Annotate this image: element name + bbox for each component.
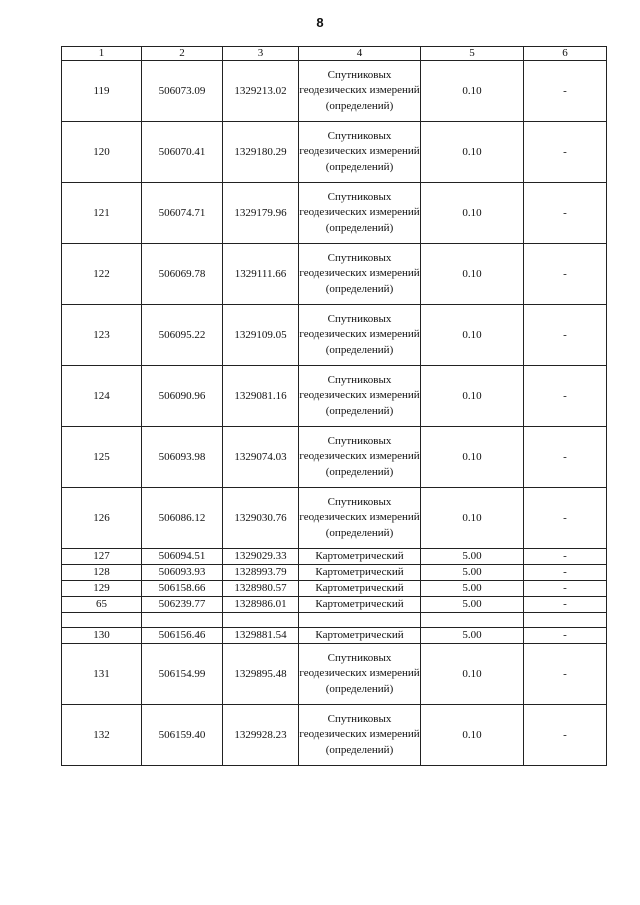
point-number-cell: 124 (62, 366, 142, 427)
note-cell: - (524, 705, 607, 766)
coordinates-table (61, 46, 607, 766)
precision-cell: 5.00 (421, 628, 524, 644)
table-row (62, 565, 607, 581)
point-number-cell: 127 (62, 549, 142, 565)
precision-cell (421, 613, 524, 628)
point-number-cell: 128 (62, 565, 142, 581)
method-cell: Спутниковых геодезических измерений (определений) (299, 305, 421, 366)
precision-cell: 0.10 (421, 61, 524, 122)
note-cell: - (524, 244, 607, 305)
precision-cell: 5.00 (421, 549, 524, 565)
point-number-cell: 122 (62, 244, 142, 305)
note-cell: - (524, 549, 607, 565)
table-row (62, 613, 607, 628)
page-number: 8 (316, 15, 324, 30)
point-number-cell: 65 (62, 597, 142, 613)
method-cell: Картометрический (299, 549, 421, 565)
point-number-cell: 126 (62, 488, 142, 549)
method-cell: Спутниковых геодезических измерений (определений) (299, 366, 421, 427)
y-coordinate-cell: 1329109.05 (223, 305, 299, 366)
note-cell (524, 613, 607, 628)
y-coordinate-cell: 1328980.57 (223, 581, 299, 597)
table-row (62, 581, 607, 597)
point-number-cell: 131 (62, 644, 142, 705)
y-coordinate-cell: 1329881.54 (223, 628, 299, 644)
precision-cell: 0.10 (421, 244, 524, 305)
method-cell (299, 613, 421, 628)
table-row (62, 366, 607, 427)
precision-cell: 0.10 (421, 122, 524, 183)
precision-cell: 0.10 (421, 183, 524, 244)
precision-cell: 0.10 (421, 644, 524, 705)
column-header-6: 6 (524, 47, 607, 61)
column-header-1: 1 (62, 47, 142, 61)
table-header-row (62, 47, 607, 61)
y-coordinate-cell: 1329111.66 (223, 244, 299, 305)
precision-cell: 5.00 (421, 565, 524, 581)
method-cell: Спутниковых геодезических измерений (определений) (299, 61, 421, 122)
method-cell: Спутниковых геодезических измерений (определений) (299, 122, 421, 183)
x-coordinate-cell: 506159.40 (142, 705, 223, 766)
method-cell: Спутниковых геодезических измерений (определений) (299, 488, 421, 549)
column-header-3: 3 (223, 47, 299, 61)
table-row (62, 644, 607, 705)
table-row (62, 488, 607, 549)
y-coordinate-cell: 1329179.96 (223, 183, 299, 244)
y-coordinate-cell: 1329029.33 (223, 549, 299, 565)
precision-cell: 0.10 (421, 488, 524, 549)
point-number-cell: 125 (62, 427, 142, 488)
table-row (62, 549, 607, 565)
point-number-cell: 129 (62, 581, 142, 597)
table-row (62, 705, 607, 766)
x-coordinate-cell: 506086.12 (142, 488, 223, 549)
note-cell: - (524, 597, 607, 613)
x-coordinate-cell: 506154.99 (142, 644, 223, 705)
y-coordinate-cell: 1329213.02 (223, 61, 299, 122)
column-header-4: 4 (299, 47, 421, 61)
point-number-cell: 121 (62, 183, 142, 244)
note-cell: - (524, 581, 607, 597)
y-coordinate-cell (223, 613, 299, 628)
note-cell: - (524, 183, 607, 244)
x-coordinate-cell: 506158.66 (142, 581, 223, 597)
column-header-2: 2 (142, 47, 223, 61)
note-cell: - (524, 427, 607, 488)
method-cell: Спутниковых геодезических измерений (определений) (299, 183, 421, 244)
point-number-cell: 130 (62, 628, 142, 644)
method-cell: Спутниковых геодезических измерений (определений) (299, 427, 421, 488)
note-cell: - (524, 628, 607, 644)
table-row (62, 628, 607, 644)
x-coordinate-cell: 506073.09 (142, 61, 223, 122)
x-coordinate-cell (142, 613, 223, 628)
note-cell: - (524, 305, 607, 366)
table-body (62, 61, 607, 766)
x-coordinate-cell: 506095.22 (142, 305, 223, 366)
method-cell: Спутниковых геодезических измерений (определений) (299, 244, 421, 305)
table-row (62, 244, 607, 305)
y-coordinate-cell: 1329928.23 (223, 705, 299, 766)
precision-cell: 0.10 (421, 305, 524, 366)
note-cell: - (524, 61, 607, 122)
point-number-cell: 119 (62, 61, 142, 122)
method-cell: Спутниковых геодезических измерений (определений) (299, 644, 421, 705)
x-coordinate-cell: 506094.51 (142, 549, 223, 565)
column-header-5: 5 (421, 47, 524, 61)
table-row (62, 122, 607, 183)
note-cell: - (524, 488, 607, 549)
method-cell: Картометрический (299, 581, 421, 597)
point-number-cell: 123 (62, 305, 142, 366)
y-coordinate-cell: 1329180.29 (223, 122, 299, 183)
precision-cell: 0.10 (421, 705, 524, 766)
y-coordinate-cell: 1329074.03 (223, 427, 299, 488)
y-coordinate-cell: 1329081.16 (223, 366, 299, 427)
y-coordinate-cell: 1329895.48 (223, 644, 299, 705)
note-cell: - (524, 366, 607, 427)
note-cell: - (524, 644, 607, 705)
point-number-cell: 120 (62, 122, 142, 183)
x-coordinate-cell: 506093.93 (142, 565, 223, 581)
x-coordinate-cell: 506239.77 (142, 597, 223, 613)
table-row (62, 183, 607, 244)
note-cell: - (524, 565, 607, 581)
point-number-cell: 132 (62, 705, 142, 766)
precision-cell: 0.10 (421, 427, 524, 488)
x-coordinate-cell: 506090.96 (142, 366, 223, 427)
method-cell: Картометрический (299, 628, 421, 644)
x-coordinate-cell: 506156.46 (142, 628, 223, 644)
table-row (62, 61, 607, 122)
x-coordinate-cell: 506069.78 (142, 244, 223, 305)
precision-cell: 0.10 (421, 366, 524, 427)
table-row (62, 597, 607, 613)
x-coordinate-cell: 506093.98 (142, 427, 223, 488)
table-row (62, 427, 607, 488)
x-coordinate-cell: 506074.71 (142, 183, 223, 244)
x-coordinate-cell: 506070.41 (142, 122, 223, 183)
point-number-cell (62, 613, 142, 628)
y-coordinate-cell: 1329030.76 (223, 488, 299, 549)
method-cell: Спутниковых геодезических измерений (определений) (299, 705, 421, 766)
precision-cell: 5.00 (421, 597, 524, 613)
table-row (62, 305, 607, 366)
precision-cell: 5.00 (421, 581, 524, 597)
method-cell: Картометрический (299, 597, 421, 613)
y-coordinate-cell: 1328993.79 (223, 565, 299, 581)
method-cell: Картометрический (299, 565, 421, 581)
note-cell: - (524, 122, 607, 183)
y-coordinate-cell: 1328986.01 (223, 597, 299, 613)
